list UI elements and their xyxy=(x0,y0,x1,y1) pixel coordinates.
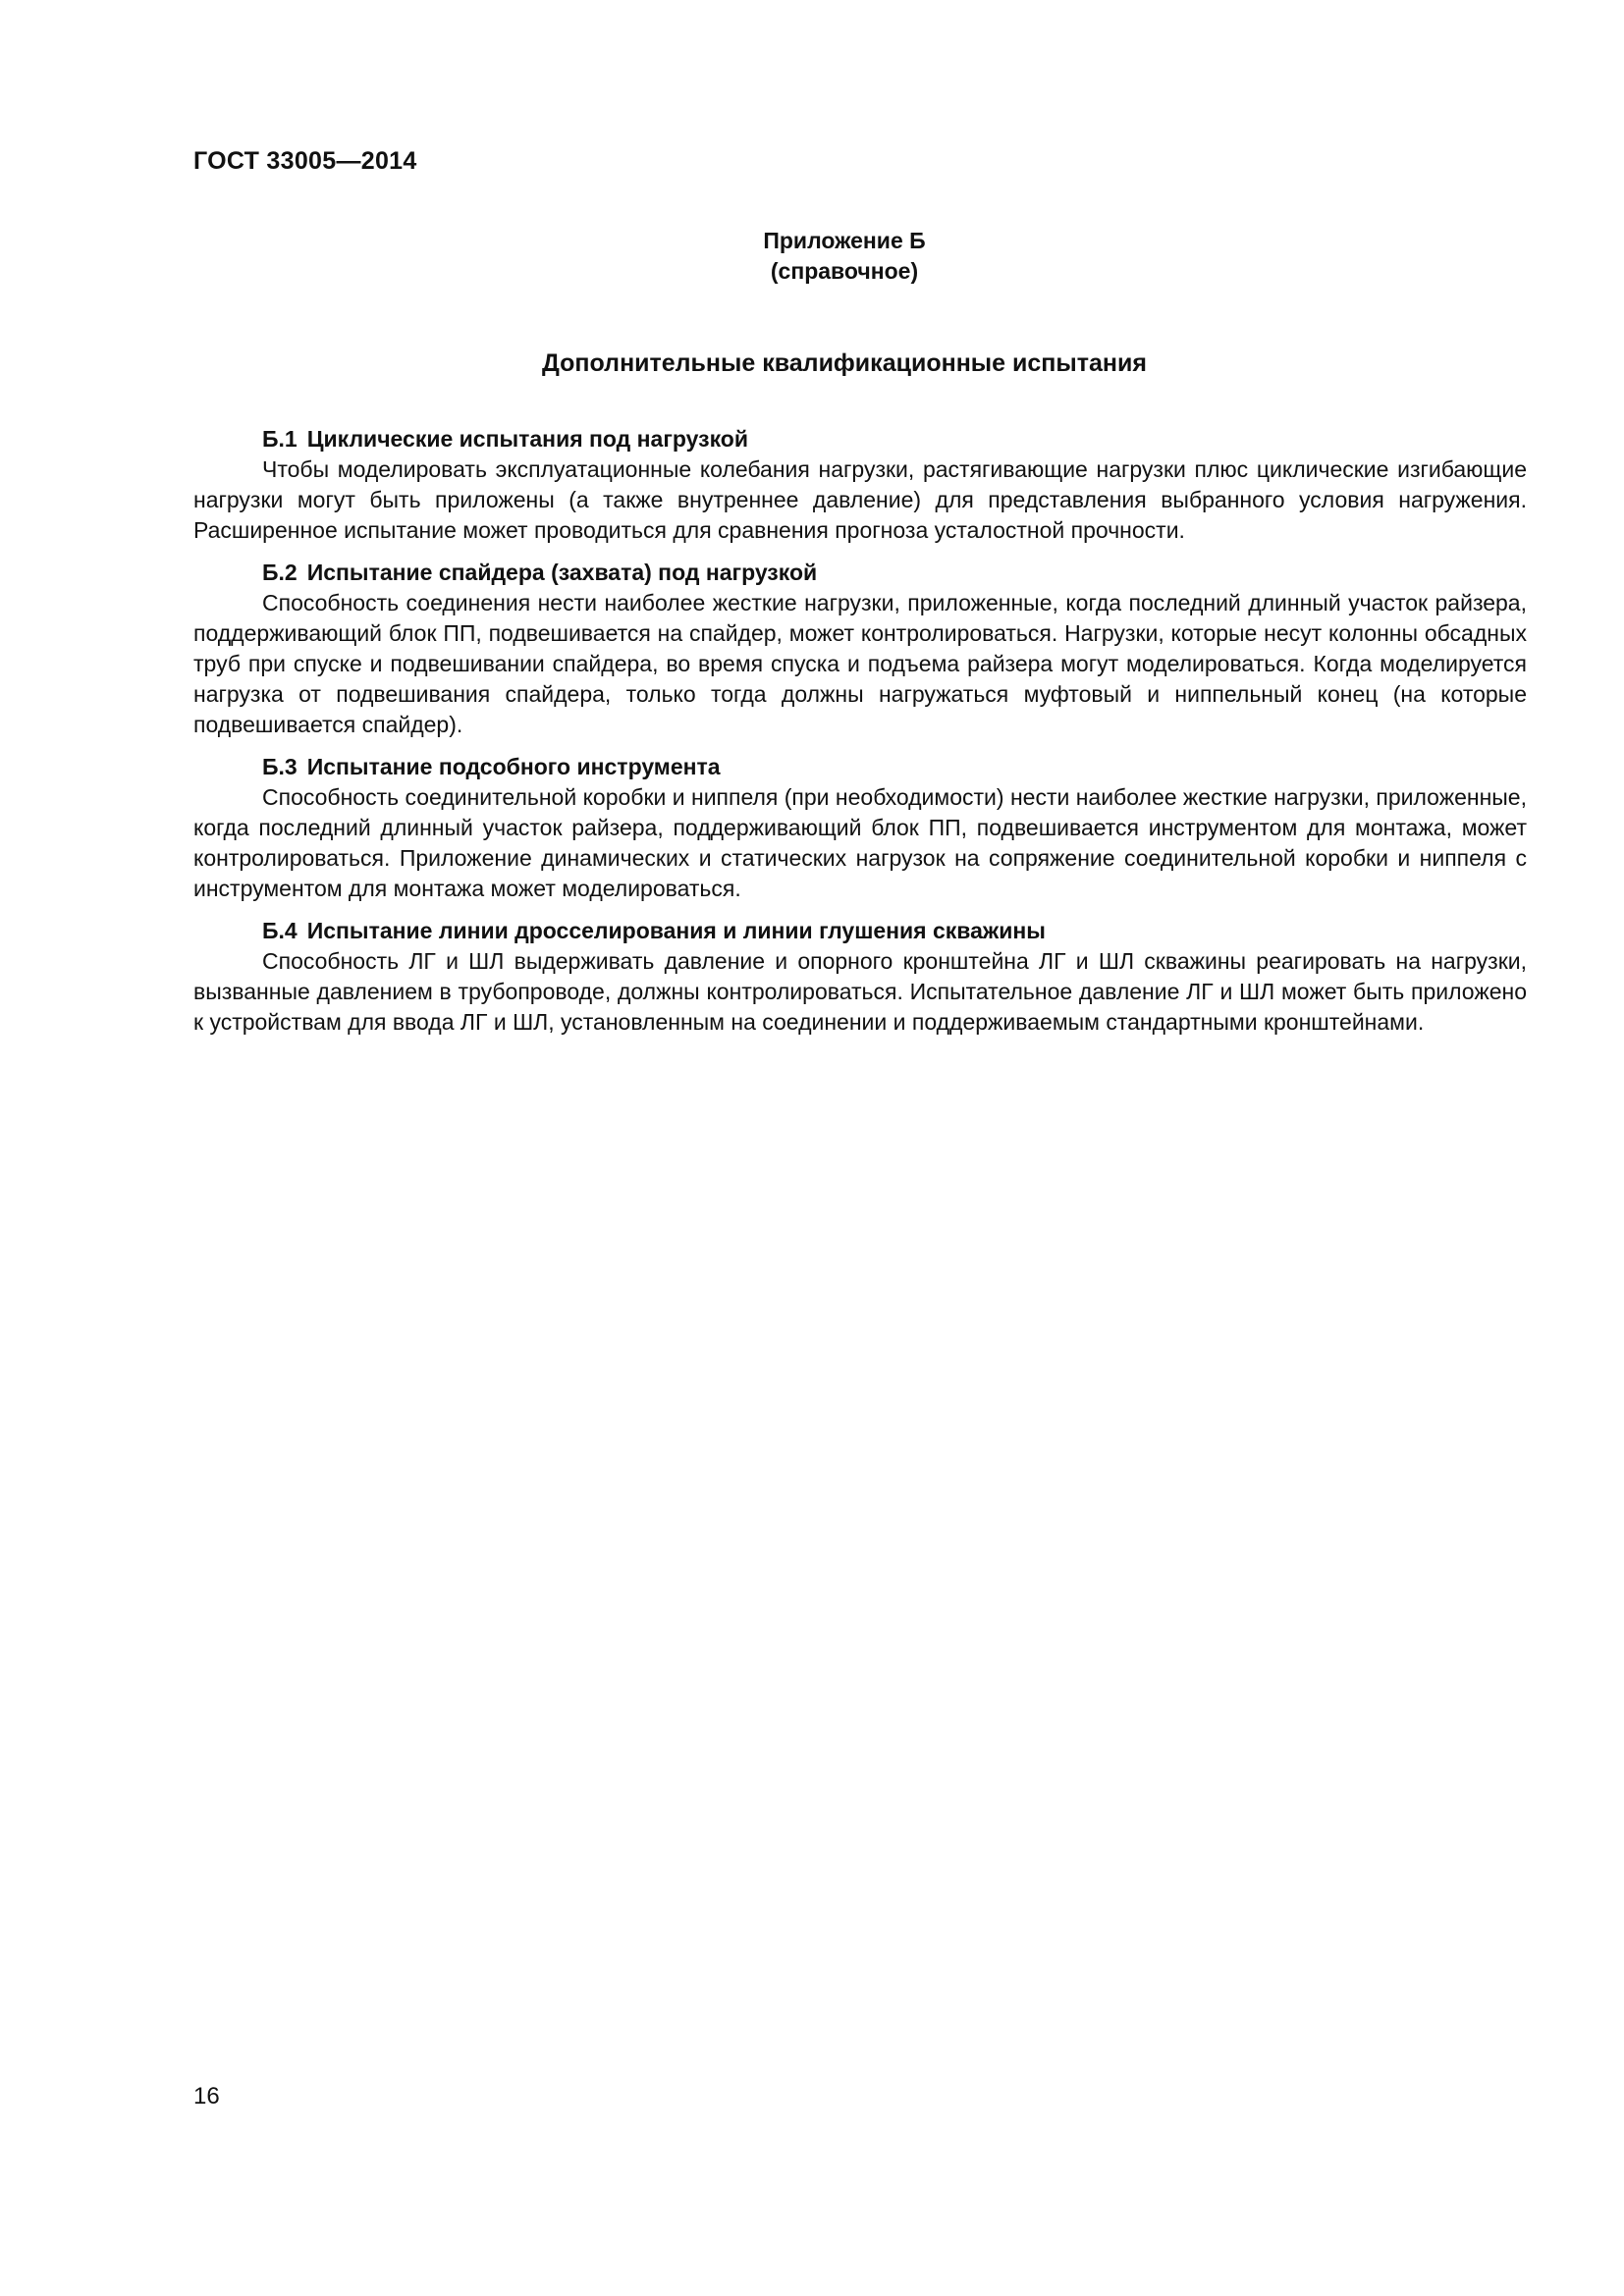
section-title: Циклические испытания под нагрузкой xyxy=(306,426,748,452)
appendix-title: Дополнительные квалификационные испытания xyxy=(542,349,1147,377)
section-number: Б.4 xyxy=(262,918,298,943)
section-title: Испытание подсобного инструмента xyxy=(306,754,721,779)
section-b3 xyxy=(193,752,1527,904)
section-heading xyxy=(193,424,1527,454)
section-paragraph: Способность ЛГ и ШЛ выдерживать давление и опорного кронштейна ЛГ и ШЛ скважины реагировать на нагрузки, вызванные давлением в трубопроводе, должны контролироваться. Испытательное давление ЛГ и ШЛ может быть приложено к устройствам для ввода ЛГ и ШЛ, установленным на соединении и поддерживаемым стандартными кронштейнами. xyxy=(193,948,1527,1035)
appendix-status: (справочное) xyxy=(770,258,919,284)
page-number: 16 xyxy=(193,2083,220,2109)
appendix-label: Приложение Б xyxy=(763,228,926,253)
appendix-content xyxy=(193,424,1527,1049)
section-number: Б.3 xyxy=(262,754,298,779)
appendix-header xyxy=(0,226,1624,287)
section-heading xyxy=(193,558,1527,588)
section-b1 xyxy=(193,424,1527,546)
section-title: Испытание спайдера (захвата) под нагрузкой xyxy=(306,560,818,585)
section-paragraph: Чтобы моделировать эксплуатационные колебания нагрузки, растягивающие нагрузки плюс циклические изгибающие нагрузки могут быть приложены (а также внутреннее давление) для представления выбранного условия нагружения. Расширенное испытание может проводиться для сравнения прогноза усталостной прочности. xyxy=(193,456,1527,543)
section-number: Б.1 xyxy=(262,426,298,452)
section-heading xyxy=(193,916,1527,946)
section-number: Б.2 xyxy=(262,560,298,585)
section-paragraph: Способность соединения нести наиболее жесткие нагрузки, приложенные, когда последний длинный участок райзера, поддерживающий блок ПП, подвешивается на спайдер, может контролироваться. Нагрузки, которые несут колонны обсадных труб при спуске и подвешивании спайдера, во время спуска и подъема райзера могут моделироваться. Когда моделируется нагрузка от подвешивания спайдера, только тогда должны нагружаться муфтовый и ниппельный конец (на которые подвешивается спайдер). xyxy=(193,590,1527,737)
document-code: ГОСТ 33005—2014 xyxy=(193,147,417,175)
section-heading xyxy=(193,752,1527,782)
section-b2 xyxy=(193,558,1527,740)
section-title: Испытание линии дросселирования и линии глушения скважины xyxy=(306,918,1046,943)
section-b4 xyxy=(193,916,1527,1038)
section-paragraph: Способность соединительной коробки и ниппеля (при необходимости) нести наиболее жесткие нагрузки, приложенные, когда последний длинный участок райзера, поддерживающий блок ПП, подвешивается инструментом для монтажа, может контролироваться. Приложение динамических и статических нагрузок на сопряжение соединительной коробки и ниппеля с инструментом для монтажа может моделироваться. xyxy=(193,784,1527,901)
